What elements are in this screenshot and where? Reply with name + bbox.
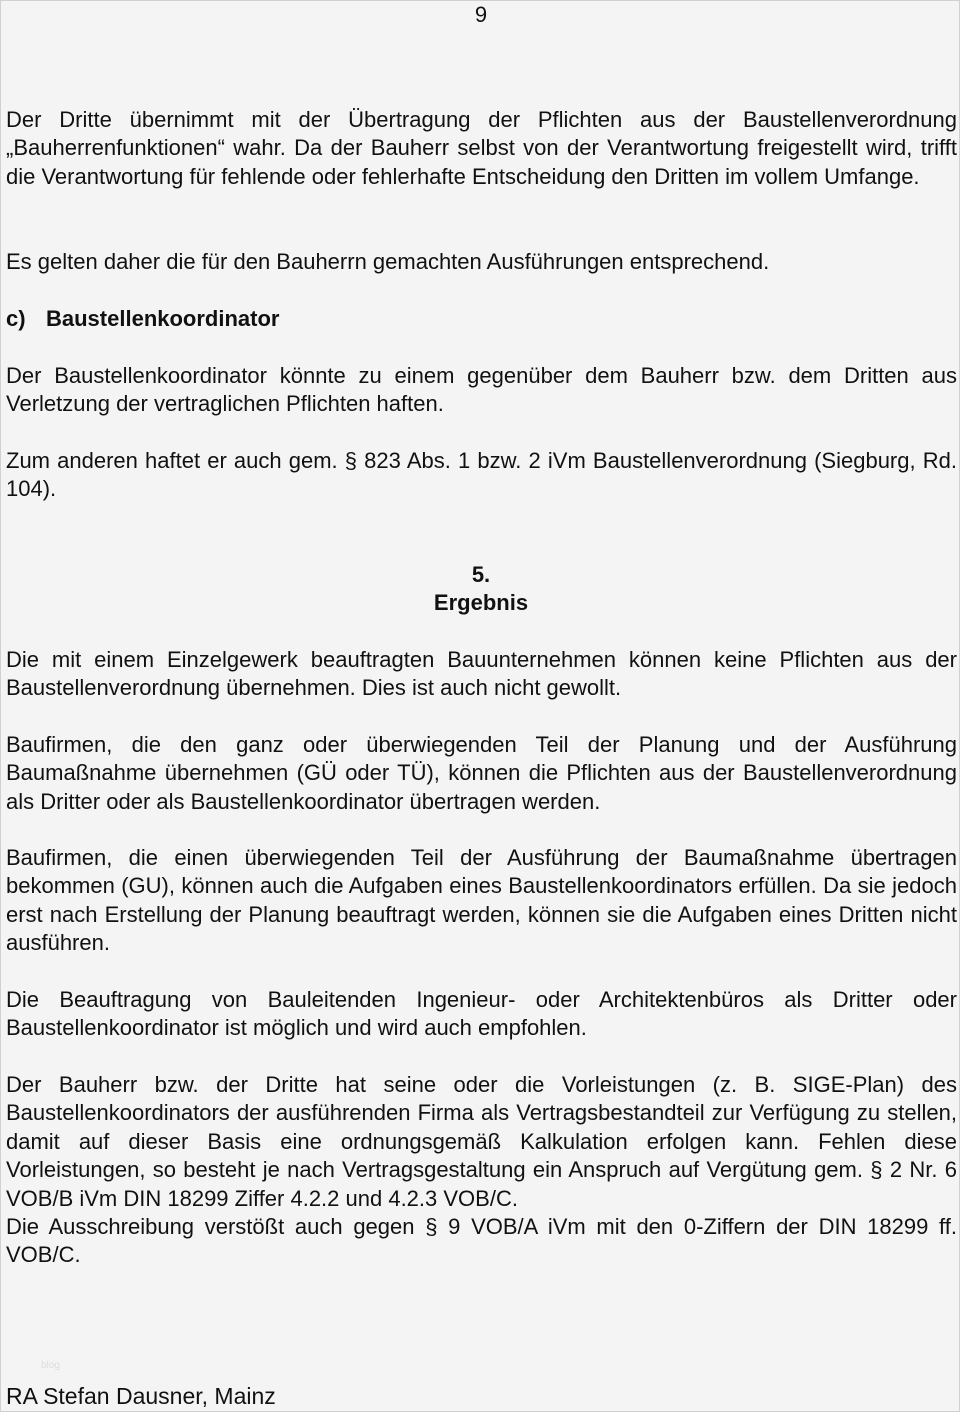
- section-heading-c: [6, 305, 279, 333]
- section-title: Baustellenkoordinator: [46, 306, 280, 331]
- paragraph-vorleistungen: Der Bauherr bzw. der Dritte hat seine oder die Vorleistungen (z. B. SIGE-Plan) des Baustellenkoordinators der ausführenden Firma als Vertragsbestandteil zur Verfügung zu stellen, damit auf dieser Basis eine ordnungsgemäß Kalkulation erfolgen kann. Fehlen diese Vorleistungen, so besteht je nach Vertragsgestaltung ein Anspruch auf Vergütung gem. § 2 Nr. 6 VOB/B iVm DIN 18299 Ziffer 4.2.2 und 4.2.3 VOB/C.: [6, 1072, 957, 1211]
- paragraph-gelten: Es gelten daher die für den Bauherrn gemachten Ausführungen entsprechend.: [6, 249, 770, 274]
- paragraph-haftung-823: Zum anderen haftet er auch gem. § 823 Abs. 1 bzw. 2 iVm Baustellenverordnung (Siegburg, Rd. 104).: [6, 448, 957, 502]
- section-label: c): [6, 306, 26, 331]
- paragraph-einzelgewerk: Die mit einem Einzelgewerk beauftragten Bauunternehmen können keine Pflichten aus der Baustellenverordnung übernehmen. Dies ist auch nicht gewollt.: [6, 647, 957, 701]
- watermark: blog: [41, 1360, 60, 1371]
- section-title-ergebnis: Ergebnis: [433, 590, 529, 615]
- paragraph-koordinator-haftung: Der Baustellenkoordinator könnte zu einem gegenüber dem Bauherr bzw. dem Dritten aus Verletzung der vertraglichen Pflichten haften.: [6, 363, 957, 417]
- paragraph-gu: Baufirmen, die einen überwiegenden Teil der Ausführung der Baumaßnahme übertragen bekommen (GU), können auch die Aufgaben eines Baustellenkoordinators erfüllen. Da sie jedoch erst nach Erstellung der Planung beauftragt werden, können sie die Aufgaben eines Dritten nicht ausführen.: [6, 845, 957, 956]
- paragraph-gue-tue: Baufirmen, die den ganz oder überwiegenden Teil der Planung und der Ausführung Baumaßnahme übernehmen (GÜ oder TÜ), können die Pflichten aus der Baustellenverordnung als Dritter oder als Baustellenkoordinator übertragen werden.: [6, 732, 957, 814]
- paragraph-dritte: Der Dritte übernimmt mit der Übertragung der Pflichten aus der Baustellenverordnung „Bauherrenfunktionen“ wahr. Da der Bauherr selbst von der Verantwortung freigestellt wird, trifft die Verantwortung für fehlende oder fehlerhafte Entscheidung den Dritten im vollem Umfange.: [6, 107, 957, 189]
- section-number: 5.: [471, 562, 491, 587]
- page-number: 9: [474, 2, 488, 27]
- paragraph-beauftragung: Die Beauftragung von Bauleitenden Ingenieur- oder Architektenbüros als Dritter oder Baustellenkoordinator ist möglich und wird auch empfohlen.: [6, 987, 957, 1041]
- paragraph-ausschreibung: Die Ausschreibung verstößt auch gegen § 9 VOB/A iVm mit den 0-Ziffern der DIN 18299 ff. VOB/C.: [6, 1214, 957, 1268]
- signature: RA Stefan Dausner, Mainz: [6, 1383, 276, 1409]
